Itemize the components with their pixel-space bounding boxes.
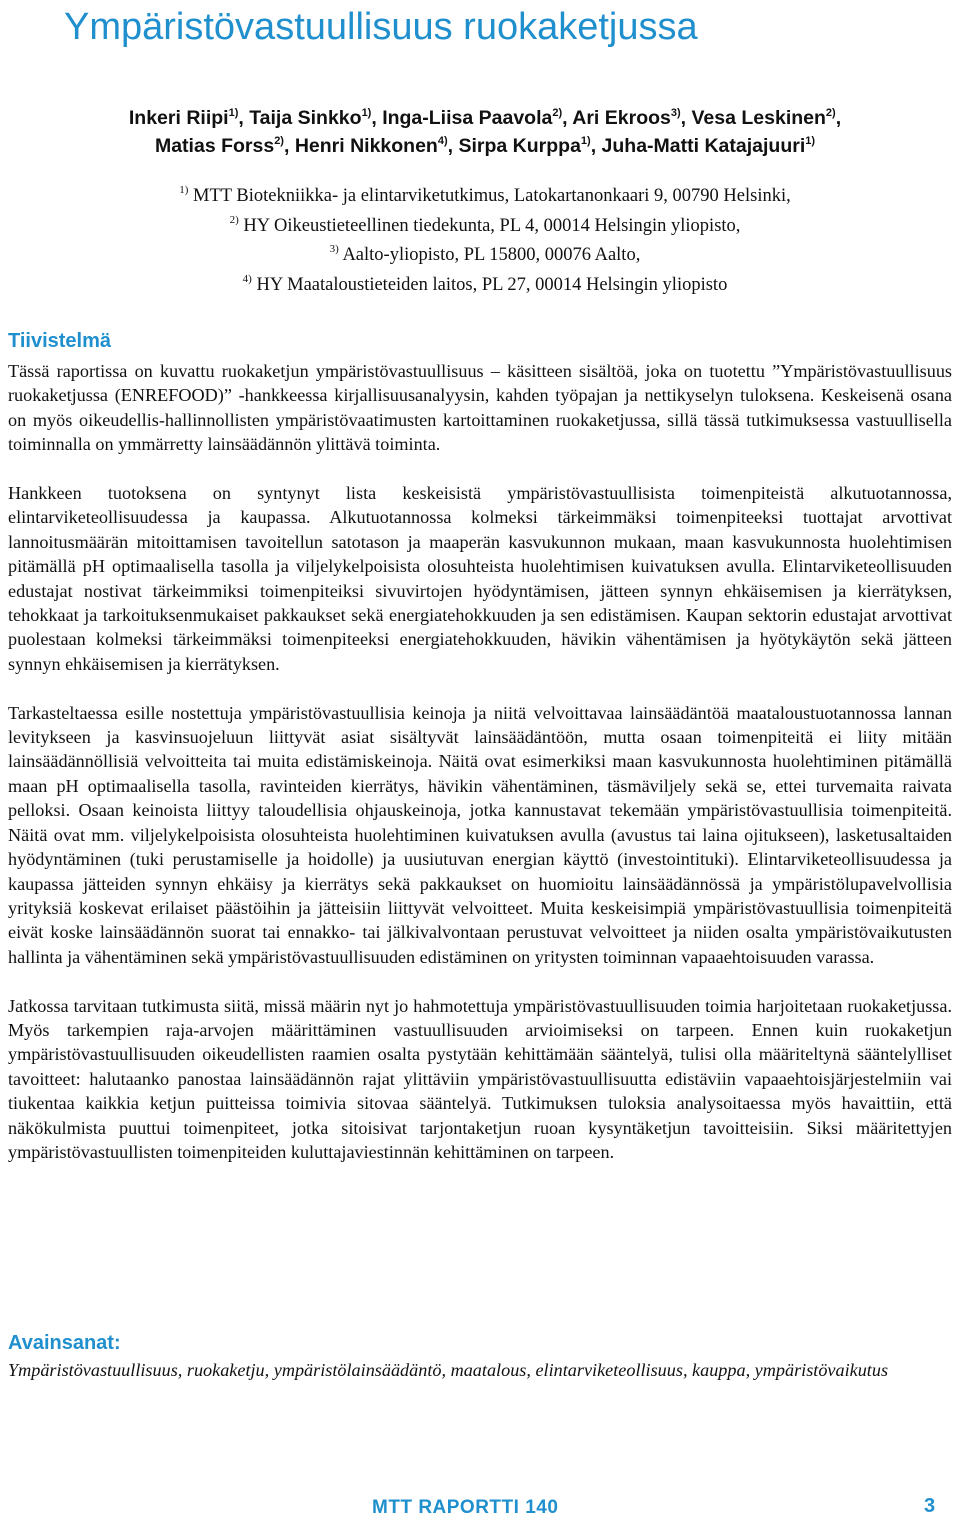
- affiliation-item: [60, 241, 910, 271]
- abstract-heading: Tiivistelmä: [8, 330, 112, 352]
- abstract-paragraph: Tässä raportissa on kuvattu ruokaketjun ympäristövastuullisuus – käsitteen sisältöä, joka on tuotettu ”Ympäristövastuullisuus ruokaketjussa (ENREFOOD)” -hankkeessa kirjallisuusanalyysin, kahden työpajan ja nettikyselyn tuloksena. Keskeisenä osana on myös oikeudellis-hallinnollisten ympäristövaatimusten kartoittaminen ruokaketjussa, sillä tässä tutkimuksessa vastuullisella toiminnalla on ymmärretty lainsäädännön ylittävä toiminta.: [8, 361, 952, 455]
- author-separator: ,: [238, 107, 250, 129]
- affiliation-number: 3): [329, 243, 339, 255]
- author-separator: ,: [835, 107, 842, 129]
- author-name: Inga-Liisa Paavola: [382, 107, 553, 129]
- author-separator: ,: [283, 135, 295, 157]
- author-line-1: [60, 104, 910, 132]
- author-name: Sirpa Kurppa: [458, 135, 581, 157]
- affiliation-text: MTT Biotekniikka- ja elintarviketutkimus, Latokartanonkaari 9, 00790 Helsinki,: [193, 186, 791, 206]
- author-separator: ,: [371, 107, 383, 129]
- author-affil-ref: 1): [805, 135, 816, 147]
- author-affil-ref: 2): [825, 107, 836, 119]
- affiliation-number: 1): [179, 184, 189, 196]
- author-name: Inkeri Riipi: [128, 107, 229, 129]
- author-separator: ,: [680, 107, 692, 129]
- affiliation-number: 4): [242, 272, 252, 285]
- author-name: Henri Nikkonen: [294, 135, 438, 157]
- affiliation-number: 2): [229, 213, 239, 226]
- author-affil-ref: 2): [552, 107, 563, 119]
- affiliation-text: HY Oikeustieteellinen tiedekunta, PL 4, 00014 Helsingin yliopisto,: [243, 215, 741, 236]
- author-separator: ,: [447, 135, 459, 157]
- keywords-heading: Avainsanat:: [8, 1332, 121, 1354]
- author-affil-ref: 1): [228, 107, 239, 119]
- author-name: Ari Ekroos: [572, 107, 671, 129]
- affiliation-list: [60, 182, 910, 300]
- author-affil-ref: 1): [580, 135, 591, 147]
- author-name: Vesa Leskinen: [691, 107, 826, 129]
- affiliation-item: [60, 182, 910, 212]
- keywords-text: Ympäristövastuullisuus, ruokaketju, ympäristölainsäädäntö, maatalous, elintarviketeollisuus, kauppa, ympäristövaikutus: [8, 1360, 889, 1380]
- author-name: Juha-Matti Katajajuuri: [601, 135, 806, 157]
- affiliation-item: [60, 212, 910, 242]
- affiliation-text: Aalto-yliopisto, PL 15800, 00076 Aalto,: [342, 245, 641, 265]
- abstract-paragraph: Jatkossa tarvitaan tutkimusta siitä, missä määrin nyt jo hahmotettuja ympäristövastuullisuuden toimia harjoitetaan ruokaketjussa. Myös tarkempien raja-arvojen määrittäminen vastuullisuuden arvioimiseksi on tarpeen. Ennen kuin ruokaketjun ympäristövastuullisuuden oikeudellisten raamien osalta pystytään kehittämään sääntelyä, tulisi olla määriteltynä sääntelylliset tavoitteet: halutaanko panostaa lainsäädännön rajat ylittäviin ympäristövastuullisuutta edistäviin vapaaehtoisjärjestelmiin vai tiukentaa kaikkia ketjun puitteissa toimivia sitovaa sääntelyä. Tutkimuksen tuloksia analysoitaessa myös havaittiin, että näkökulmista puuttui toimenpiteet, jotka sitoisivat tarjontaketjun ruoan kysyntäketjun tavoitteisiin. Siksi määritettyjen ympäristövastuullisten toimenpiteiden kuluttajaviestinnän kehittäminen on tarpeen.: [8, 995, 952, 1162]
- author-separator: ,: [590, 135, 602, 157]
- abstract-paragraph: Hankkeen tuotoksena on syntynyt lista keskeisistä ympäristövastuullisista toimenpiteistä alkutuotannossa, elintarviketeollisuudessa ja kaupassa. Alkutuotannossa kolmeksi tärkeimmäksi toimenpiteeksi tuottajat arvottivat lannoitusmäärän mitoittamisen tavoitellun satotason ja maaperän kasvukunnon mukaan, maan kasvukunnosta huolehtimisen pitämällä pH optimaalisella tasolla ja viljelykelpoisista olosuhteista huolehtimisen kuivatuksen avulla. Elintarviketeollisuuden edustajat nostivat tärkeimmiksi toimenpiteiksi sivuvirtojen hyödyntämisen, jätteen synnyn ehkäisemisen ja kierrätyksen, tehokkaat ja tarkoituksenmukaiset pakkaukset sekä energiatehokkuuden ja sen edistämisen. Kaupan sektorin edustajat arvottivat puolestaan kolmeksi tärkeimmäksi toimenpiteeksi energiatehokkuuden, hävikin vähentämisen ja hyötykäytön sekä jätteen synnyn ehkäisemisen ja kierrätyksen.: [8, 483, 952, 674]
- author-name: Taija Sinkko: [249, 107, 362, 129]
- affiliation-text: HY Maataloustieteiden laitos, PL 27, 00014 Helsingin yliopisto: [256, 274, 728, 295]
- author-separator: ,: [562, 107, 573, 129]
- author-affil-ref: 1): [361, 107, 372, 119]
- author-affil-ref: 3): [670, 107, 681, 119]
- affiliation-item: [60, 271, 910, 301]
- page-title: Ympäristövastuullisuus ruokaketjussa: [64, 6, 698, 48]
- abstract-body: [8, 359, 952, 1189]
- page-number: 3: [924, 1495, 936, 1517]
- author-name: Matias Forss: [154, 135, 275, 157]
- author-line-2: [60, 132, 910, 160]
- footer-brand: MTT RAPORTTI 140: [372, 1497, 559, 1518]
- author-affil-ref: 4): [437, 135, 448, 147]
- author-list: [60, 104, 910, 160]
- abstract-paragraph: Tarkasteltaessa esille nostettuja ympäristövastuullisia keinoja ja niitä velvoittavaa lainsäädäntöä maataloustuotannossa lannan levitykseen ja kasvinsuojeluun liittyvät asiat sisältyvät lainsäädäntöön, mutta osaan toimenpiteitä ei liity mitään lainsäädännöllisiä velvoitteita tai muita edistämiskeinoja. Näitä ovat esimerkiksi maan kasvukunnosta huolehtiminen pitämällä maan pH optimaalisella tasolla, ravinteiden kierrätys, hävikin vähentäminen, täsmäviljely sekä se, ettei turvemaita raivata pelloksi. Osaan keinoista liittyy taloudellisia ohjauskeinoja, jotka kannustavat tekemään ympäristövastuullisia toimenpiteitä. Näitä ovat mm. viljelykelpoisista olosuhteista huolehtiminen kuivatuksen avulla (avustus tai laina ojitukseen), lasketusaltaiden hyödyntäminen (tuki perustamiselle ja hoidolle) ja uusiutuvan energian käyttö (investointituki). Elintarviketeollisuudessa ja kaupassa jätteiden synnyn ehkäisy ja kierrätys sekä pakkaukset on huomioitu lainsäädännössä ja ympäristölupavelvollisia yrityksiä koskevat erilaiset päästöihin ja jätteisiin liittyvät velvoitteet. Muita keskeisimpiä ympäristövastuullisia toimenpiteitä eivät koske lainsäädännön suorat tai ennakko- tai jälkivalvontaan perustuvat velvoitteet ja niiden osalta ympäristövaikutusten hallinta ja vähentäminen sekä ympäristövastuullisuuden edistäminen on yritysten toiminnan vapaaehtoisuuden varassa.: [8, 702, 952, 967]
- author-affil-ref: 2): [274, 135, 284, 147]
